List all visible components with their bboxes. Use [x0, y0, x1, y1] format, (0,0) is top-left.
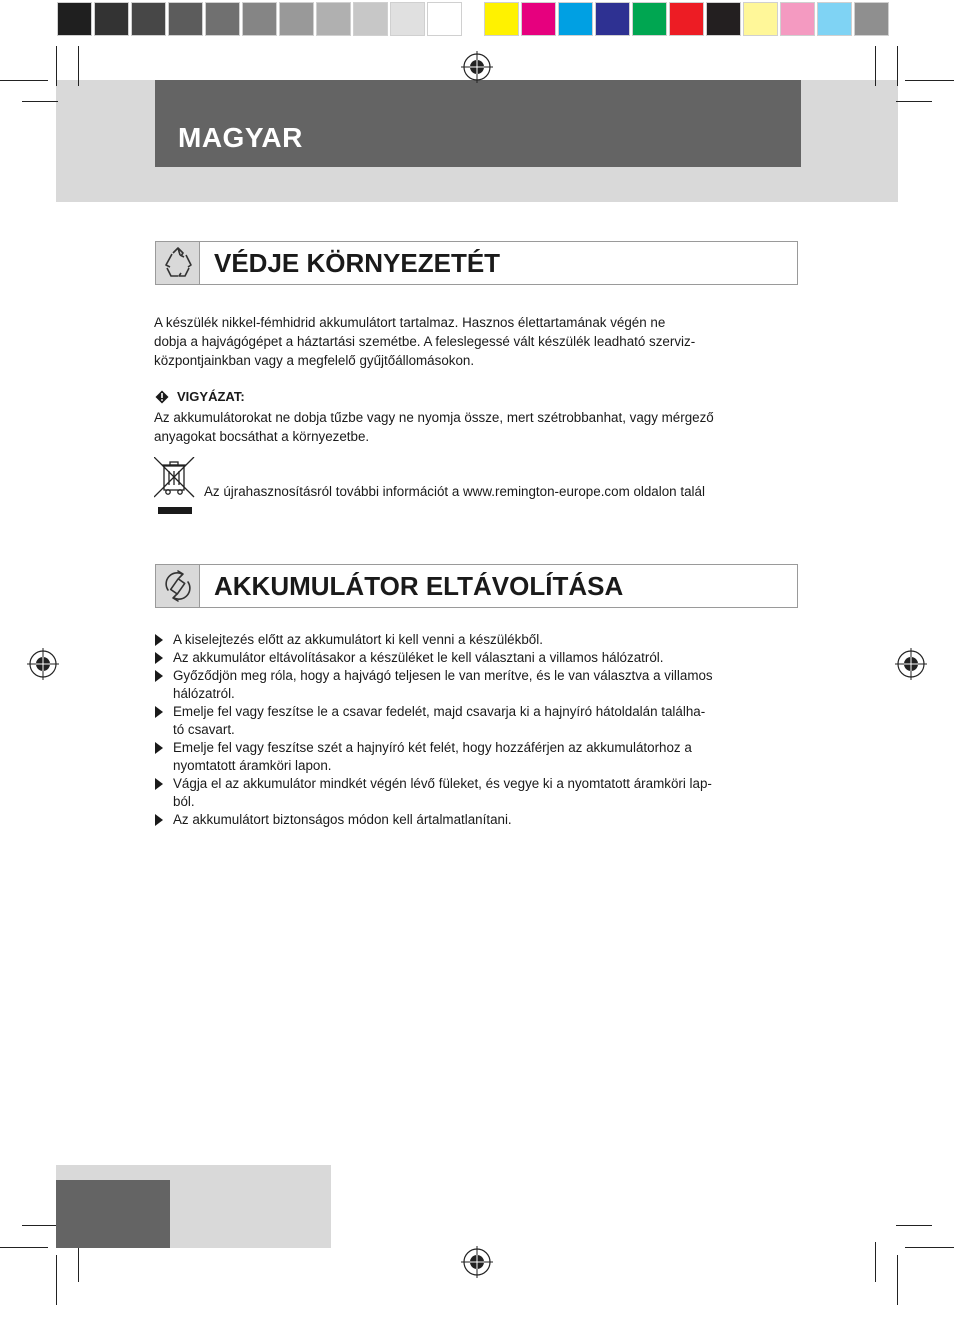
- color-swatch: [817, 2, 852, 36]
- crop-mark: [0, 80, 48, 81]
- crop-mark: [875, 1242, 876, 1282]
- registration-mark-icon: [895, 648, 927, 680]
- crop-mark: [905, 80, 954, 81]
- list-item: [155, 667, 780, 703]
- crop-mark: [78, 46, 79, 86]
- text-line: A készülék nikkel-fémhidrid akkumulátort tartalmaz. Hasznos élettartamának végén ne: [154, 315, 666, 330]
- list-item: [155, 703, 780, 739]
- text-line: Emelje fel vagy feszítse szét a hajnyíró két felét, hogy hozzáférjen az akkumulátorhoz a: [173, 740, 692, 755]
- crop-mark: [56, 46, 57, 86]
- list-item: [155, 649, 780, 667]
- registration-mark-icon: [461, 1246, 493, 1278]
- list-item: [155, 631, 780, 649]
- crop-mark: [896, 1225, 932, 1226]
- color-swatch: [390, 2, 425, 36]
- color-swatch: [669, 2, 704, 36]
- color-swatch: [131, 2, 166, 36]
- page-title: MAGYAR: [178, 122, 303, 153]
- text-line: Az akkumulátor eltávolításakor a készüléket le kell választani a villamos hálózatról.: [173, 650, 664, 665]
- crop-mark: [78, 1242, 79, 1282]
- text-line: tó csavart.: [173, 722, 235, 737]
- list-item: [155, 739, 780, 775]
- color-swatch: [521, 2, 556, 36]
- color-swatch: [279, 2, 314, 36]
- crop-mark: [897, 46, 898, 86]
- color-swatch: [168, 2, 203, 36]
- color-swatch: [427, 2, 462, 36]
- section-title: AKKUMULÁTOR ELTÁVOLÍTÁSA: [214, 571, 624, 601]
- color-swatch: [94, 2, 129, 36]
- color-bar-colors: [484, 2, 891, 38]
- crop-mark: [896, 101, 932, 102]
- text-line: dobja a hajvágógépet a háztartási szemétbe. A feleslegessé vált készülék leadható szerviz-: [154, 334, 696, 349]
- text-line: hálózatról.: [173, 686, 235, 701]
- registration-mark-icon: [27, 648, 59, 680]
- crop-mark: [56, 1255, 57, 1305]
- color-swatch: [558, 2, 593, 36]
- crop-mark: [22, 1225, 58, 1226]
- color-swatch: [780, 2, 815, 36]
- crossed-bin-icon: [154, 457, 196, 517]
- registration-mark-icon: [461, 51, 493, 83]
- warning-label: VIGYÁZAT:: [177, 389, 245, 404]
- section-header-battery-removal: [155, 564, 798, 608]
- crop-mark: [22, 101, 58, 102]
- text-line: Az akkumulátort biztonságos módon kell ártalmatlanítani.: [173, 812, 512, 827]
- text-line: Az akkumulátorokat ne dobja tűzbe vagy ne nyomja össze, mert szétrobbanhat, vagy mérgező: [154, 410, 714, 425]
- text-line: nyomtatott áramköri lapon.: [173, 758, 332, 773]
- color-swatch: [242, 2, 277, 36]
- list-item: [155, 811, 780, 829]
- color-swatch: [57, 2, 92, 36]
- color-swatch: [706, 2, 741, 36]
- crop-mark: [0, 1247, 48, 1248]
- recycle-info-text: Az újrahasznosításról további információt a www.remington-europe.com oldalon talál: [204, 484, 705, 499]
- text-line: A kiselejtezés előtt az akkumulátort ki kell venni a készülékből.: [173, 632, 543, 647]
- section-header-environment: [155, 241, 798, 285]
- section-title: VÉDJE KÖRNYEZETÉT: [214, 248, 501, 278]
- recycle-icon: [156, 242, 200, 284]
- color-swatch: [353, 2, 388, 36]
- warning-heading: [155, 389, 245, 404]
- color-swatch: [316, 2, 351, 36]
- color-swatch: [484, 2, 519, 36]
- warning-diamond-icon: [155, 390, 169, 404]
- battery-removal-steps: [155, 631, 780, 829]
- environment-paragraph: [154, 313, 779, 370]
- text-line: Győződjön meg róla, hogy a hajvágó teljesen le van merítve, és le van választva a villamos: [173, 668, 713, 683]
- text-line: anyagokat bocsáthat a környezetbe.: [154, 429, 370, 444]
- list-item: [155, 775, 780, 811]
- warning-paragraph: [154, 408, 779, 446]
- text-line: Emelje fel vagy feszítse le a csavar fedelét, majd csavarja ki a hajnyíró hátoldalán találha-: [173, 704, 706, 719]
- recycle-info-row: [154, 457, 705, 517]
- color-swatch: [743, 2, 778, 36]
- color-swatch: [632, 2, 667, 36]
- color-bar-grayscale: [57, 2, 464, 38]
- text-line: Vágja el az akkumulátor mindkét végén lévő füleket, és vegye ki a nyomtatott áramköri lap-: [173, 776, 712, 791]
- text-line: központjainkban vagy a megfelelő gyűjtőállomásokon.: [154, 353, 475, 368]
- crop-mark: [875, 46, 876, 86]
- crop-mark: [905, 1247, 954, 1248]
- color-swatch: [854, 2, 889, 36]
- color-swatch: [205, 2, 240, 36]
- text-line: ból.: [173, 794, 195, 809]
- crop-mark: [897, 1255, 898, 1305]
- color-swatch: [595, 2, 630, 36]
- battery-swap-icon: [156, 565, 200, 607]
- page-number-box: [56, 1180, 170, 1248]
